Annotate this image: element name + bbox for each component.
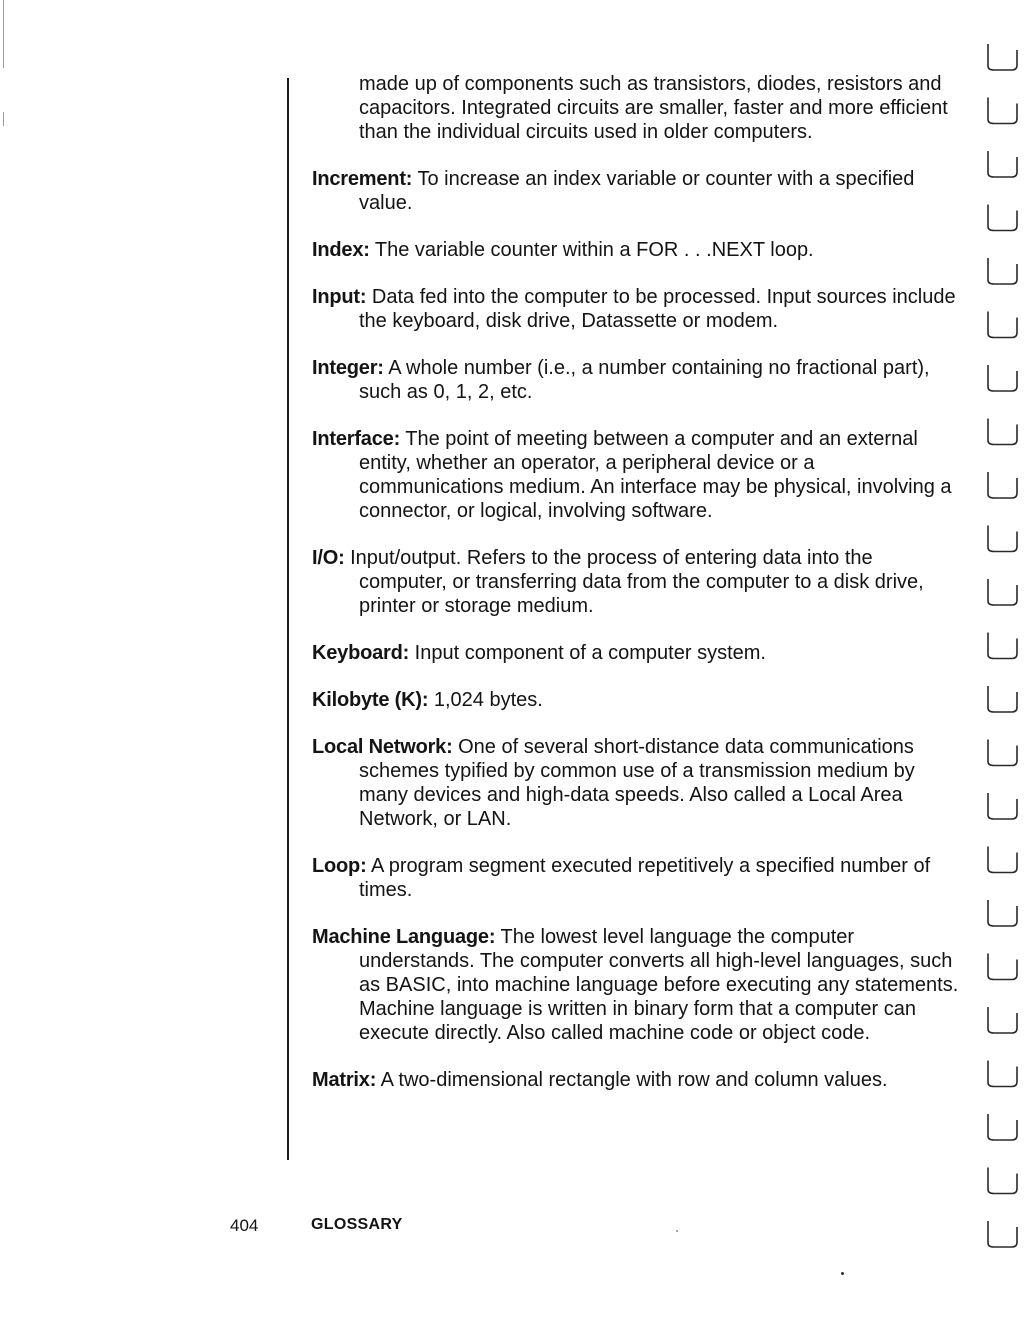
glossary-entry-keyboard (312, 641, 962, 665)
binder-hole (988, 526, 1017, 552)
binder-hole (988, 793, 1017, 819)
scan-speck (676, 1230, 678, 1232)
margin-rule (287, 78, 289, 1160)
glossary-entry-input (312, 285, 962, 333)
binder-hole (988, 954, 1017, 980)
glossary-entry-local-network (312, 735, 962, 831)
entry-definition: A whole number (i.e., a number containing no fractional part), such as 0, 1, 2, etc. (359, 357, 930, 403)
binder-hole (988, 98, 1017, 124)
entry-definition: The point of meeting between a computer and an external entity, whether an operator, a peripheral device or a communications medium. An interface may be physical, involving a connector, or logical, involving software. (359, 428, 952, 522)
entry-definition: Data fed into the computer to be processed. Input sources include the keyboard, disk drive, Datassette or modem. (359, 286, 956, 332)
entry-definition: A two-dimensional rectangle with row and column values. (380, 1069, 888, 1091)
glossary-entry-loop (312, 854, 962, 902)
page-number: 404 (230, 1216, 259, 1235)
scan-edge-mark (3, 112, 4, 126)
binder-hole (988, 312, 1017, 338)
binder-hole (988, 579, 1017, 605)
binder-hole (988, 740, 1017, 766)
binder-hole (988, 1114, 1017, 1140)
glossary-entry-interface (312, 427, 962, 523)
entry-term: Integer: (312, 357, 384, 379)
entry-definition: A program segment executed repetitively a specified number of times. (359, 855, 931, 901)
entry-definition: The variable counter within a FOR . . .NEXT loop. (374, 239, 814, 261)
entry-term: Interface: (312, 428, 401, 450)
binder-hole (988, 44, 1017, 70)
binder-hole (988, 1221, 1017, 1247)
glossary-entry-integer (312, 356, 962, 404)
entry-term: Machine Language: (312, 926, 496, 948)
entry-definition: To increase an index variable or counter with a specified value. (359, 168, 915, 214)
scan-speck (841, 1272, 844, 1275)
glossary-entry-io (312, 546, 962, 618)
binder-hole (988, 419, 1017, 445)
binder-holes (982, 36, 1022, 1306)
binder-hole (988, 365, 1017, 391)
entry-term: Input: (312, 286, 367, 308)
glossary-entry-increment (312, 167, 962, 215)
entry-term: Loop: (312, 855, 367, 877)
binder-hole (988, 205, 1017, 231)
glossary-entry-matrix (312, 1068, 962, 1092)
glossary-entry-machine-language (312, 925, 962, 1045)
glossary-entry-index (312, 238, 962, 262)
entry-term: I/O: (312, 547, 345, 569)
entry-term: Keyboard: (312, 642, 410, 664)
glossary-entry-kilobyte (312, 688, 962, 712)
entry-definition: One of several short-distance data communications schemes typified by common use of a transmission medium by many devices and high-data speeds. Also called a Local Area Network, or LAN. (359, 736, 915, 830)
entry-term: Kilobyte (K): (312, 689, 429, 711)
binder-hole (988, 1007, 1017, 1033)
entry-term: Index: (312, 239, 370, 261)
entry-continuation: made up of components such as transistors, diodes, resistors and capacitors. Integrated circuits are smaller, faster and more efficient than the individual circuits used in older computers. (359, 73, 948, 143)
entry-term: Increment: (312, 168, 413, 190)
binder-hole (988, 258, 1017, 284)
entry-definition: Input/output. Refers to the process of entering data into the computer, or transferring data from the computer to a disk drive, printer or storage medium. (350, 547, 924, 617)
binder-hole (988, 472, 1017, 498)
entry-term: Local Network: (312, 736, 453, 758)
entry-definition: Input component of a computer system. (414, 642, 766, 664)
binder-hole (988, 151, 1017, 177)
binder-hole (988, 847, 1017, 873)
glossary-body (312, 72, 962, 1115)
binder-hole (988, 900, 1017, 926)
section-label: GLOSSARY (311, 1216, 403, 1233)
binder-hole (988, 1168, 1017, 1194)
binder-hole (988, 633, 1017, 659)
entry-term: Matrix: (312, 1069, 377, 1091)
entry-definition: 1,024 bytes. (433, 689, 543, 711)
scan-edge-mark (3, 0, 4, 68)
binder-hole (988, 1061, 1017, 1087)
entry-definition: The lowest level language the computer understands. The computer converts all high-level languages, such as BASIC, into machine language before executing any statements. Machine language is written in binary form that a computer can execute directly. Also called machine code or object code. (359, 926, 959, 1044)
binder-hole (988, 686, 1017, 712)
